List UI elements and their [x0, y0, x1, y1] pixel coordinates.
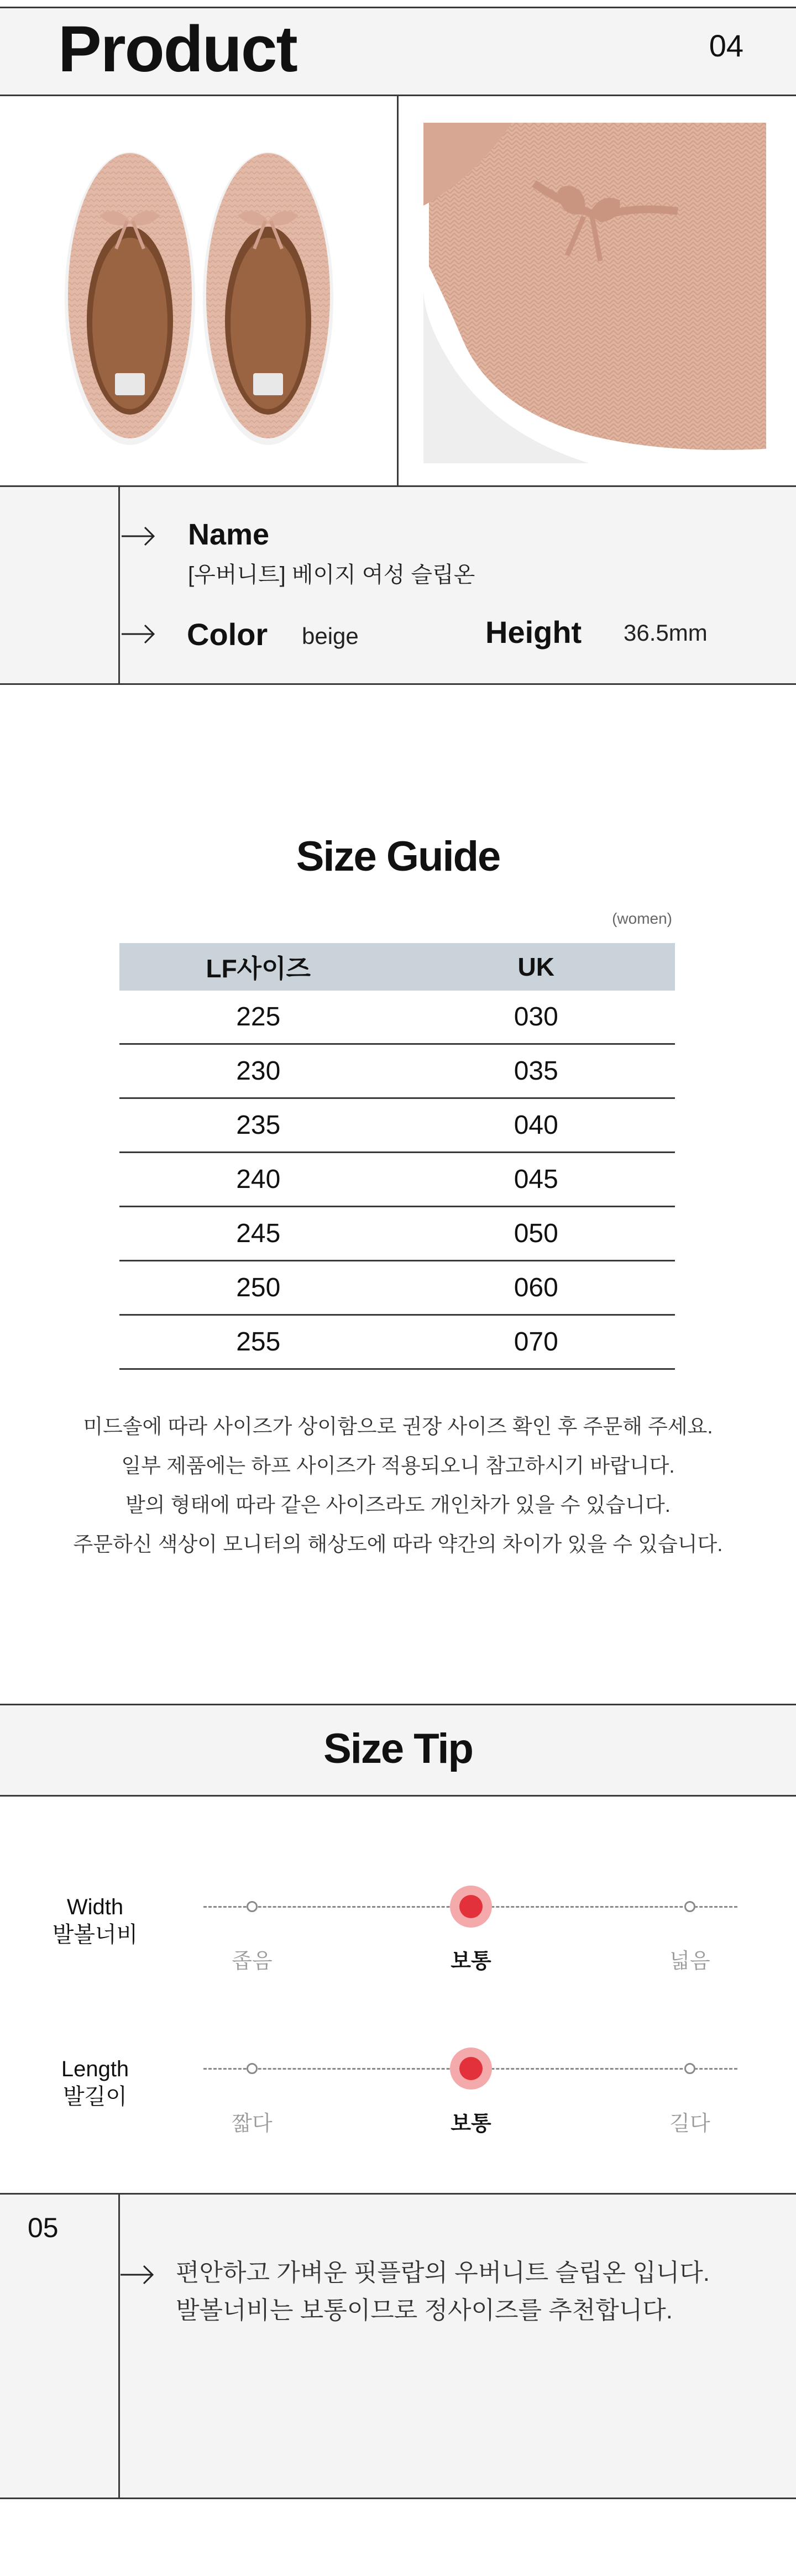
lf-size-cell: 225: [236, 1002, 281, 1032]
table-row: [119, 1261, 675, 1316]
table-row: [119, 1316, 675, 1370]
size-tip-title: Size Tip: [323, 1725, 473, 1772]
note-line: 발의 형태에 따라 같은 사이즈라도 개인차가 있을 수 있습니다.: [125, 1494, 671, 1516]
arrow-right-icon: [121, 2264, 155, 2286]
table-row: [119, 1045, 675, 1099]
product-photo-pair: [50, 138, 348, 448]
width-scale-point[interactable]: [247, 1901, 258, 1912]
color-value: beige: [302, 623, 359, 649]
uk-size-cell: 035: [514, 1056, 558, 1086]
note-line: 주문하신 색상이 모니터의 해상도에 따라 약간의 차이가 있을 수 있습니다.: [73, 1533, 723, 1556]
width-option-normal: 보통: [451, 1950, 491, 1973]
comment-line-1: 편안하고 가벼운 핏플랍의 우버니트 슬립온 입니다.: [176, 2259, 710, 2286]
column-header-lf-size: LF사이즈: [206, 954, 311, 983]
uk-size-cell: 030: [514, 1002, 558, 1032]
width-option-narrow: 좁음: [232, 1950, 273, 1973]
size-table: [119, 943, 675, 1370]
length-option-short: 짧다: [232, 2112, 273, 2135]
page-title: Product: [58, 13, 297, 86]
lf-size-cell: 235: [236, 1111, 281, 1140]
lf-size-cell: 240: [236, 1165, 281, 1194]
arrow-right-icon: [122, 623, 156, 645]
length-label: [61, 2055, 129, 2111]
shoe-pair-image: [50, 138, 348, 448]
note-line: 미드솔에 따라 사이즈가 상이함으로 권장 사이즈 확인 후 주문해 주세요.: [83, 1415, 713, 1438]
note-line: 일부 제품에는 하프 사이즈가 적용되오니 참고하시기 바랍니다.: [121, 1454, 675, 1477]
uk-size-cell: 040: [514, 1111, 558, 1140]
width-label-en: Width: [66, 1895, 124, 1919]
size-guide-notes: [0, 1407, 796, 1564]
lf-size-cell: 250: [236, 1273, 281, 1302]
height-value: 36.5mm: [624, 620, 708, 646]
shoe-closeup-image: [423, 123, 766, 463]
name-label: Name: [188, 518, 270, 551]
length-selected-point[interactable]: [459, 2057, 483, 2080]
uk-size-cell: 060: [514, 1273, 558, 1302]
section-number: 05: [28, 2212, 59, 2243]
uk-size-cell: 050: [514, 1219, 558, 1248]
table-row: [119, 1099, 675, 1153]
arrow-right-icon: [122, 525, 156, 547]
page-number: 04: [709, 28, 743, 63]
name-value: [우버니트] 베이지 여성 슬립온: [188, 563, 475, 587]
length-scale-point[interactable]: [684, 2063, 695, 2074]
length-option-long: 길다: [669, 2112, 710, 2135]
length-option-normal: 보통: [451, 2112, 491, 2135]
table-row: [119, 1207, 675, 1261]
comment-line-2: 발볼너비는 보통이므로 정사이즈를 추천합니다.: [176, 2297, 673, 2324]
size-guide-note: (women): [612, 910, 672, 927]
height-label: Height: [485, 615, 582, 650]
width-option-wide: 넓음: [669, 1950, 710, 1973]
uk-size-cell: 045: [514, 1165, 558, 1194]
size-table-header: [119, 943, 675, 991]
color-label: Color: [187, 617, 268, 652]
table-row: [119, 991, 675, 1045]
size-guide-title: Size Guide: [296, 833, 500, 880]
length-label-ko: 발길이: [63, 2085, 127, 2109]
length-label-en: Length: [61, 2057, 129, 2081]
product-photo-detail: [423, 123, 766, 463]
width-scale-point[interactable]: [684, 1901, 695, 1912]
column-header-uk: UK: [517, 952, 554, 981]
width-selected-point[interactable]: [459, 1895, 483, 1918]
width-label: [53, 1893, 138, 1949]
lf-size-cell: 245: [236, 1219, 281, 1248]
lf-size-cell: 255: [236, 1327, 281, 1357]
lf-size-cell: 230: [236, 1056, 281, 1086]
uk-size-cell: 070: [514, 1327, 558, 1357]
width-label-ko: 발볼너비: [52, 1923, 138, 1947]
length-scale-point[interactable]: [247, 2063, 258, 2074]
table-row: [119, 1153, 675, 1207]
